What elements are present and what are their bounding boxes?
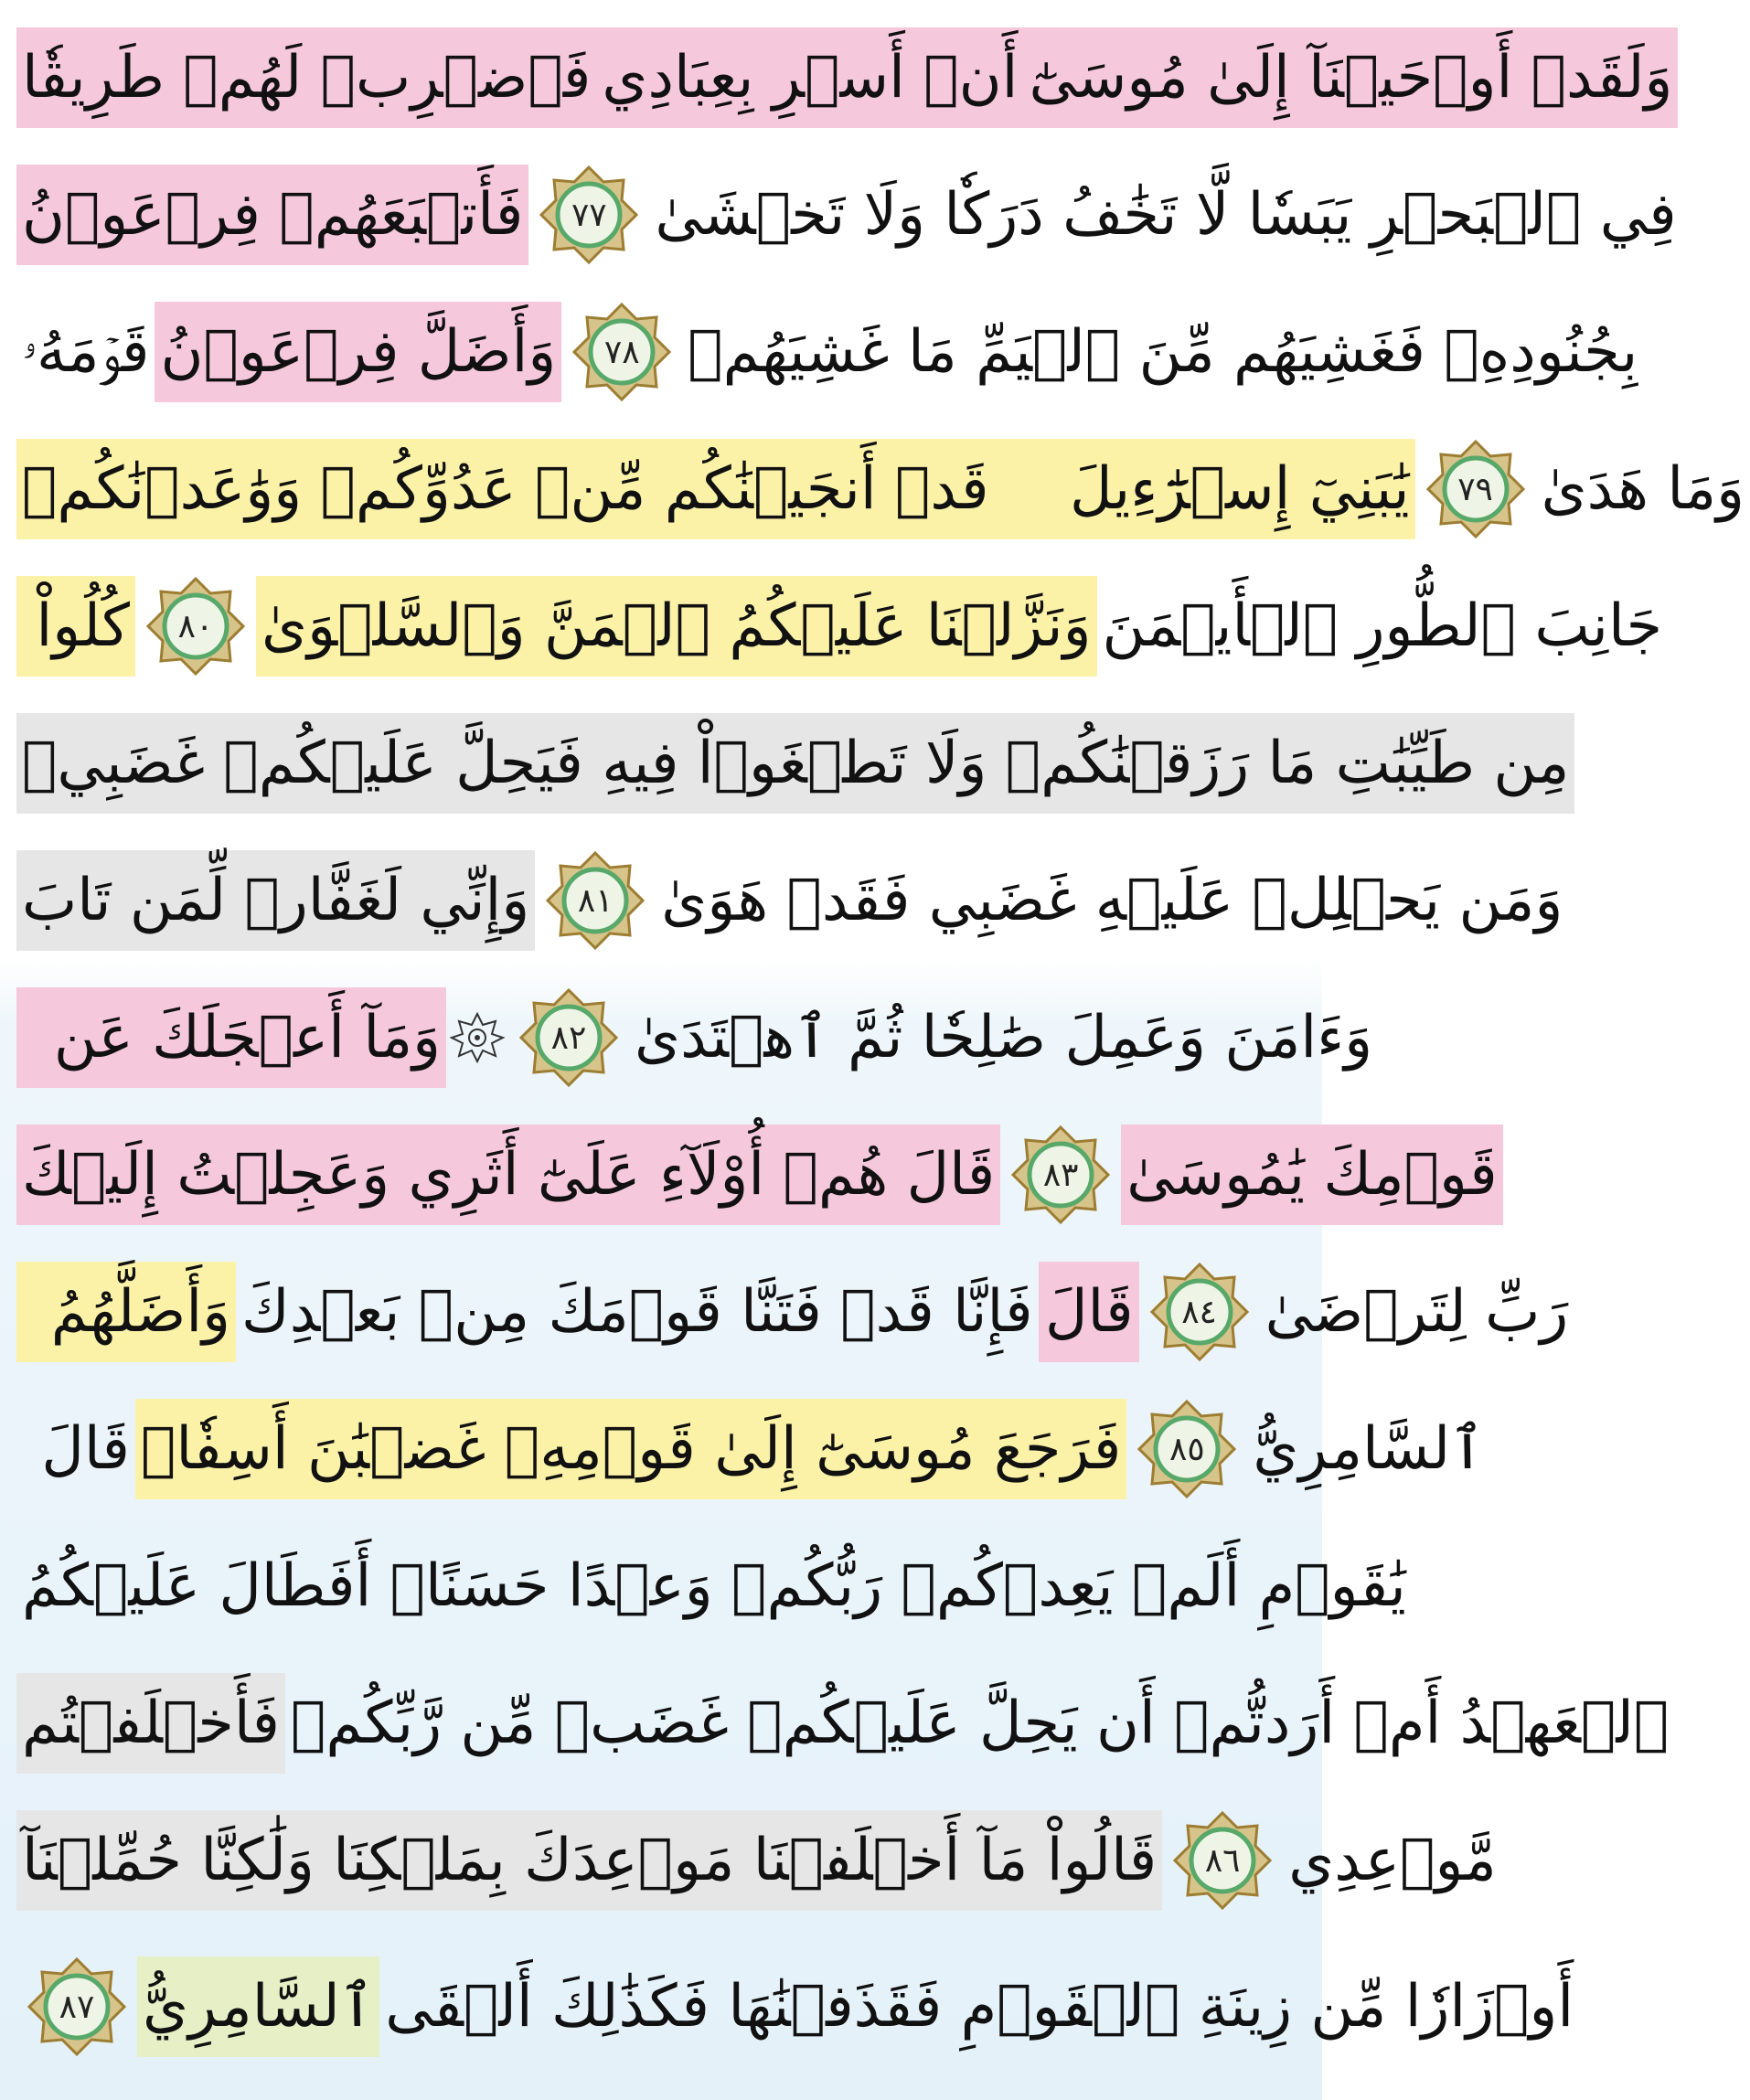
verse-text-segment: وَأَضَلَّ فِرۡعَوۡنُ [155,302,561,402]
verse-line [16,9,1673,146]
verse-text-segment: ٱلسَّامِرِيُّ [137,1956,379,2057]
verse-end-marker [1171,1809,1274,1912]
verse-line [16,558,1663,695]
verse-text-segment: أَوۡزَارٗا مِّن زِينَةِ ٱلۡقَوۡمِ فَقَذَفۡنَٰهَا فَكَذَٰلِكَ أَلۡقَى [385,1973,1574,2041]
verse-end-marker [544,849,646,952]
verse-line [16,146,1677,283]
verse-number: ٧٨ [603,333,640,371]
verse-text-segment: وَءَامَنَ وَعَمِلَ صَٰلِحٗا ثُمَّ ٱهۡتَدَىٰ [635,1004,1373,1071]
verse-end-marker [571,301,673,403]
verse-line [16,283,1638,421]
verse-end-marker [518,986,620,1089]
verse-text-segment: قَالَ [41,1415,130,1483]
verse-line [16,1655,1670,1792]
verse-line [16,1518,1406,1655]
verse-text-segment: فَرَجَعَ مُوسَىٰٓ إِلَىٰ قَوۡمِهِۦ غَضۡبَٰنَ أَسِفٗاۚ [135,1399,1126,1499]
verse-number: ٨٥ [1169,1430,1205,1468]
verse-text-segment: ٱلسَّامِرِيُّ [1253,1415,1485,1483]
verse-end-marker [1009,1124,1112,1226]
verse-text-segment: بِجُنُودِهِۦ فَغَشِيَهُم مِّنَ ٱلۡيَمِّ مَا غَشِيَهُمۡ [688,318,1638,386]
verse-end-marker [144,575,247,677]
verse-text-segment: فَإِنَّا قَدۡ فَتَنَّا قَوۡمَكَ مِنۢ بَعۡدِكَ [241,1278,1033,1346]
verse-text-segment: وَمَآ أَعۡجَلَكَ عَن [16,987,446,1088]
verse-text-segment: وَمَن يَحۡلِلۡ عَلَيۡهِ غَضَبِي فَقَدۡ هَوَىٰ [661,867,1563,934]
verse-number: ٧٧ [571,196,607,234]
verse-text-segment: وَإِنِّي لَغَفَّارٞ لِّمَن تَابَ [16,850,535,951]
verse-line [16,1243,1569,1380]
verse-text-segment: كُلُواْ [16,576,135,677]
verse-end-marker [538,164,640,266]
verse-number: ٨٤ [1181,1293,1217,1331]
verse-line [16,969,1373,1106]
verse-end-marker [1425,438,1527,540]
verse-text-segment: وَأَضَلَّهُمُ [16,1262,236,1362]
verse-number: ٨١ [577,881,614,920]
verse-text-segment: فِي ٱلۡبَحۡرِ يَبَسٗا لَّا تَخَٰفُ دَرَكٗا وَلَا تَخۡشَىٰ [655,181,1677,249]
verse-line [16,695,1570,832]
verse-text-segment: رَبِّ لِتَرۡضَىٰ [1264,1278,1569,1346]
verse-text-segment: مَّوۡعِدِي [1288,1827,1497,1894]
verse-text-segment: وَنَزَّلۡنَا عَلَيۡكُمُ ٱلۡمَنَّ وَٱلسَّلۡوَىٰ [256,576,1097,677]
rub-el-hizb-icon [450,1010,505,1065]
verse-number: ٨٧ [59,1988,95,2026]
verse-number: ٨٦ [1204,1841,1241,1880]
verse-end-marker [1136,1398,1238,1500]
verse-line [16,832,1563,969]
verse-text-segment: قَالَ هُمۡ أُوْلَآءِ عَلَىٰٓ أَثَرِي وَعَجِلۡتُ إِلَيۡكَ [16,1125,1000,1225]
verse-text-segment: يَٰبَنِيٓ إِسۡرَٰٓءِيلَ [995,439,1415,539]
verse-end-marker [26,1956,128,2058]
verse-text-segment: أَنۡ أَسۡرِ بِعِبَادِي [596,27,1023,128]
verse-text-segment: فَأَخۡلَفۡتُم [16,1673,285,1774]
verse-line [16,421,1745,558]
verse-text-segment: فَٱضۡرِبۡ لَهُمۡ طَرِيقٗا [16,27,596,128]
verse-text-segment: قَوۡمَهُۥ [22,318,150,386]
verse-line [16,1938,1574,2075]
verse-text-segment: وَلَقَدۡ أَوۡحَيۡنَآ إِلَىٰ مُوسَىٰٓ [1023,27,1678,128]
verse-end-marker [1148,1261,1251,1363]
verse-text-segment: قَالَ [1039,1262,1139,1362]
verse-line [16,1380,1485,1518]
verse-text-segment: فَأَتۡبَعَهُمۡ فِرۡعَوۡنُ [16,165,528,265]
verse-line [16,1106,1498,1243]
verse-number: ٨٠ [177,607,214,645]
verse-text-segment: يَٰقَوۡمِ أَلَمۡ يَعِدۡكُمۡ رَبُّكُمۡ وَعۡدًا حَسَنًاۚ أَفَطَالَ عَلَيۡكُمُ [22,1552,1406,1620]
verse-number: ٧٩ [1457,470,1493,508]
verse-text-segment: جَانِبَ ٱلطُّورِ ٱلۡأَيۡمَنَ [1102,592,1663,660]
verse-text-segment: وَمَا هَدَىٰ [1541,455,1745,523]
verse-text-segment: ٱلۡعَهۡدُ أَمۡ أَرَدتُّمۡ أَن يَحِلَّ عَلَيۡكُمۡ غَضَبٞ مِّن رَّبِّكُمۡ [290,1690,1670,1757]
verse-text-segment: قَوۡمِكَ يَٰمُوسَىٰ [1121,1125,1502,1225]
verse-text-segment: مِن طَيِّبَٰتِ مَا رَزَقۡنَٰكُمۡ وَلَا تَطۡغَوۡاْ فِيهِ فَيَحِلَّ عَلَيۡكُمۡ غَضَبِيۖ [16,713,1574,814]
verse-text-segment: قَالُواْ مَآ أَخۡلَفۡنَا مَوۡعِدَكَ بِمَلۡكِنَا وَلَٰكِنَّا حُمِّلۡنَآ [16,1810,1162,1911]
verse-number: ٨٢ [550,1018,587,1057]
verse-text-segment: قَدۡ أَنجَيۡنَٰكُم مِّنۡ عَدُوِّكُمۡ وَوَٰعَدۡنَٰكُمۡ [16,439,995,539]
verse-line [16,1792,1497,1929]
verse-number: ٨٣ [1042,1156,1079,1194]
